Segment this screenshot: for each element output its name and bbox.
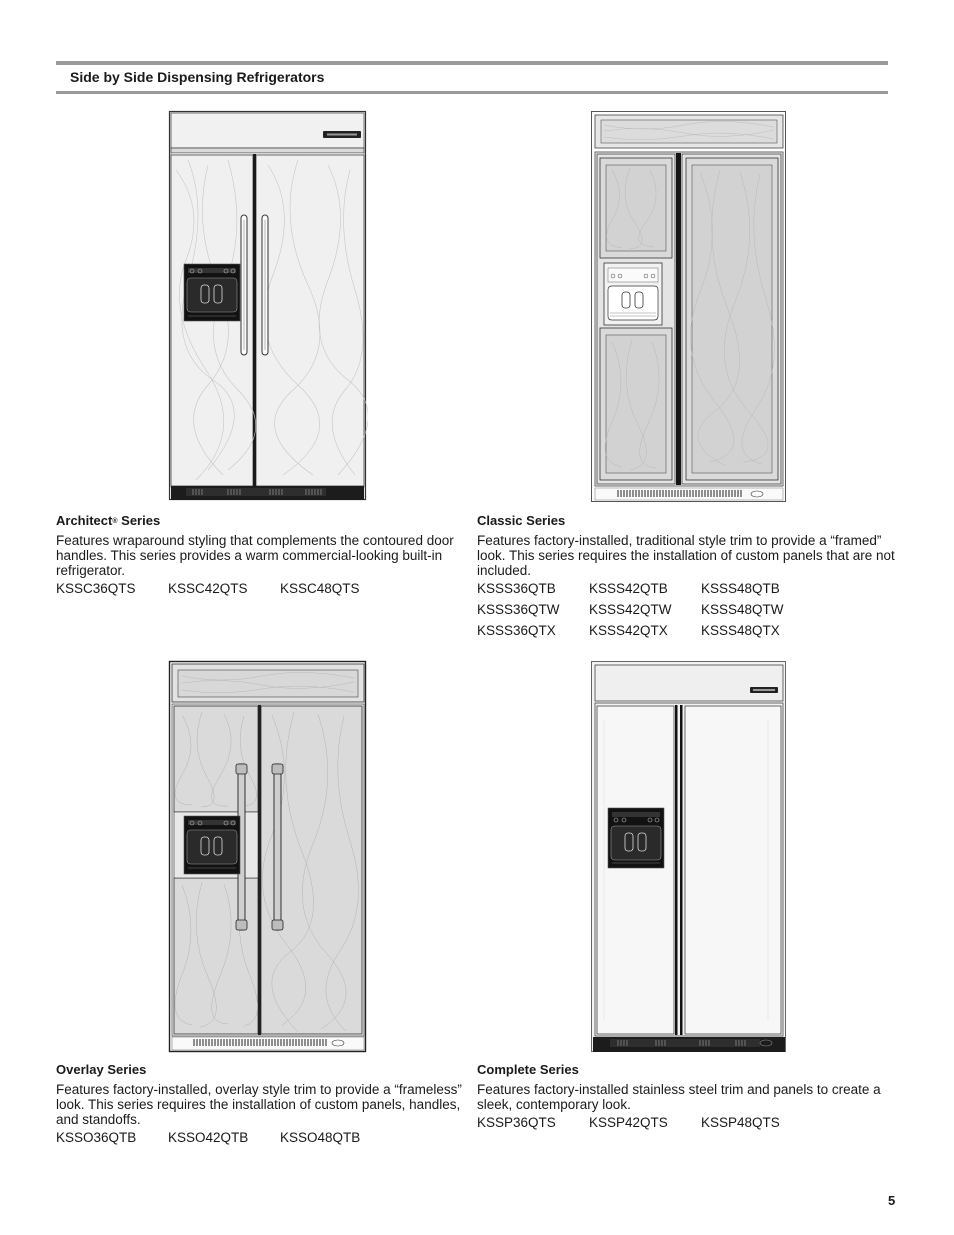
series-title: Overlay Series [56,1062,147,1077]
overlay-series-block [56,1062,476,1145]
series-description: Features wraparound styling that complements the contoured door handles. This series provides a warm commercial-looking built-in refrigerator. [56,533,454,578]
series-title: Complete Series [477,1062,579,1077]
toe-grille [172,1037,364,1050]
series-description: Features factory-installed, traditional style trim to provide a “framed” look. This series requires the installation of custom panels that are not included. [477,533,895,578]
ice-water-dispenser [608,808,664,868]
ice-water-dispenser [604,263,662,325]
top-grille-panel [595,115,783,148]
model-number: KSSS42QTB [589,581,668,596]
model-number: KSSO36QTB [56,1130,137,1145]
left-upper-raised-panel [600,158,672,258]
model-number: KSSS42QTW [589,602,672,617]
classic-series-block [477,513,897,638]
model-number: KSSS48QTB [701,581,780,596]
complete-series-block [477,1062,897,1130]
series-title: Classic Series [477,513,566,528]
toe-grille [593,1037,785,1052]
model-number: KSSC36QTS [56,581,136,596]
model-number: KSSP48QTS [701,1115,780,1130]
series-description: Features factory-installed stainless steel trim and panels to create a sleek, contemporary look. [477,1082,881,1112]
model-number: KSSS42QTX [589,623,668,638]
model-number: KSSS36QTW [477,602,560,617]
series-description: Features factory-installed, overlay style trim to provide a “frameless” look. This series requires the installation of custom panels, handles, and standoffs. [56,1082,462,1127]
classic-refrigerator-illustration [590,110,788,504]
ice-water-dispenser [184,264,240,321]
architect-refrigerator-illustration [168,110,368,503]
door-handle-right [262,215,268,355]
architect-series-block [56,513,476,596]
model-number: KSSC42QTS [168,581,248,596]
bar-handle-right [272,764,283,930]
section-title: Side by Side Dispensing Refrigerators [70,69,325,85]
ice-water-dispenser [184,816,240,874]
complete-refrigerator-illustration [590,660,788,1054]
model-number: KSSO48QTB [280,1130,361,1145]
model-list [56,1130,476,1145]
overlay-refrigerator-illustration [168,660,368,1054]
page-number: 5 [888,1193,896,1208]
registered-trademark: ® [112,518,118,525]
door-handle-left [241,215,247,355]
model-list [56,581,476,596]
model-number: KSSS36QTB [477,581,556,596]
model-number: KSSS48QTW [701,602,784,617]
left-lower-raised-panel [600,328,672,480]
toe-grille [171,486,364,500]
model-number: KSSO42QTB [168,1130,249,1145]
model-number: KSSP36QTS [477,1115,556,1130]
series-title: Architect® Series [56,513,161,528]
top-grille-panel [172,664,364,702]
model-list [477,1115,897,1130]
right-raised-panel [686,158,778,480]
brand-badge [750,687,778,693]
header-rule-top [56,61,888,65]
header-rule-bottom [56,91,888,94]
model-number: KSSC48QTS [280,581,360,596]
model-number: KSSS36QTX [477,623,556,638]
model-number: KSSS48QTX [701,623,780,638]
toe-grille [595,488,783,500]
model-number: KSSP42QTS [589,1115,668,1130]
model-list [477,581,897,638]
brand-badge [323,131,361,138]
